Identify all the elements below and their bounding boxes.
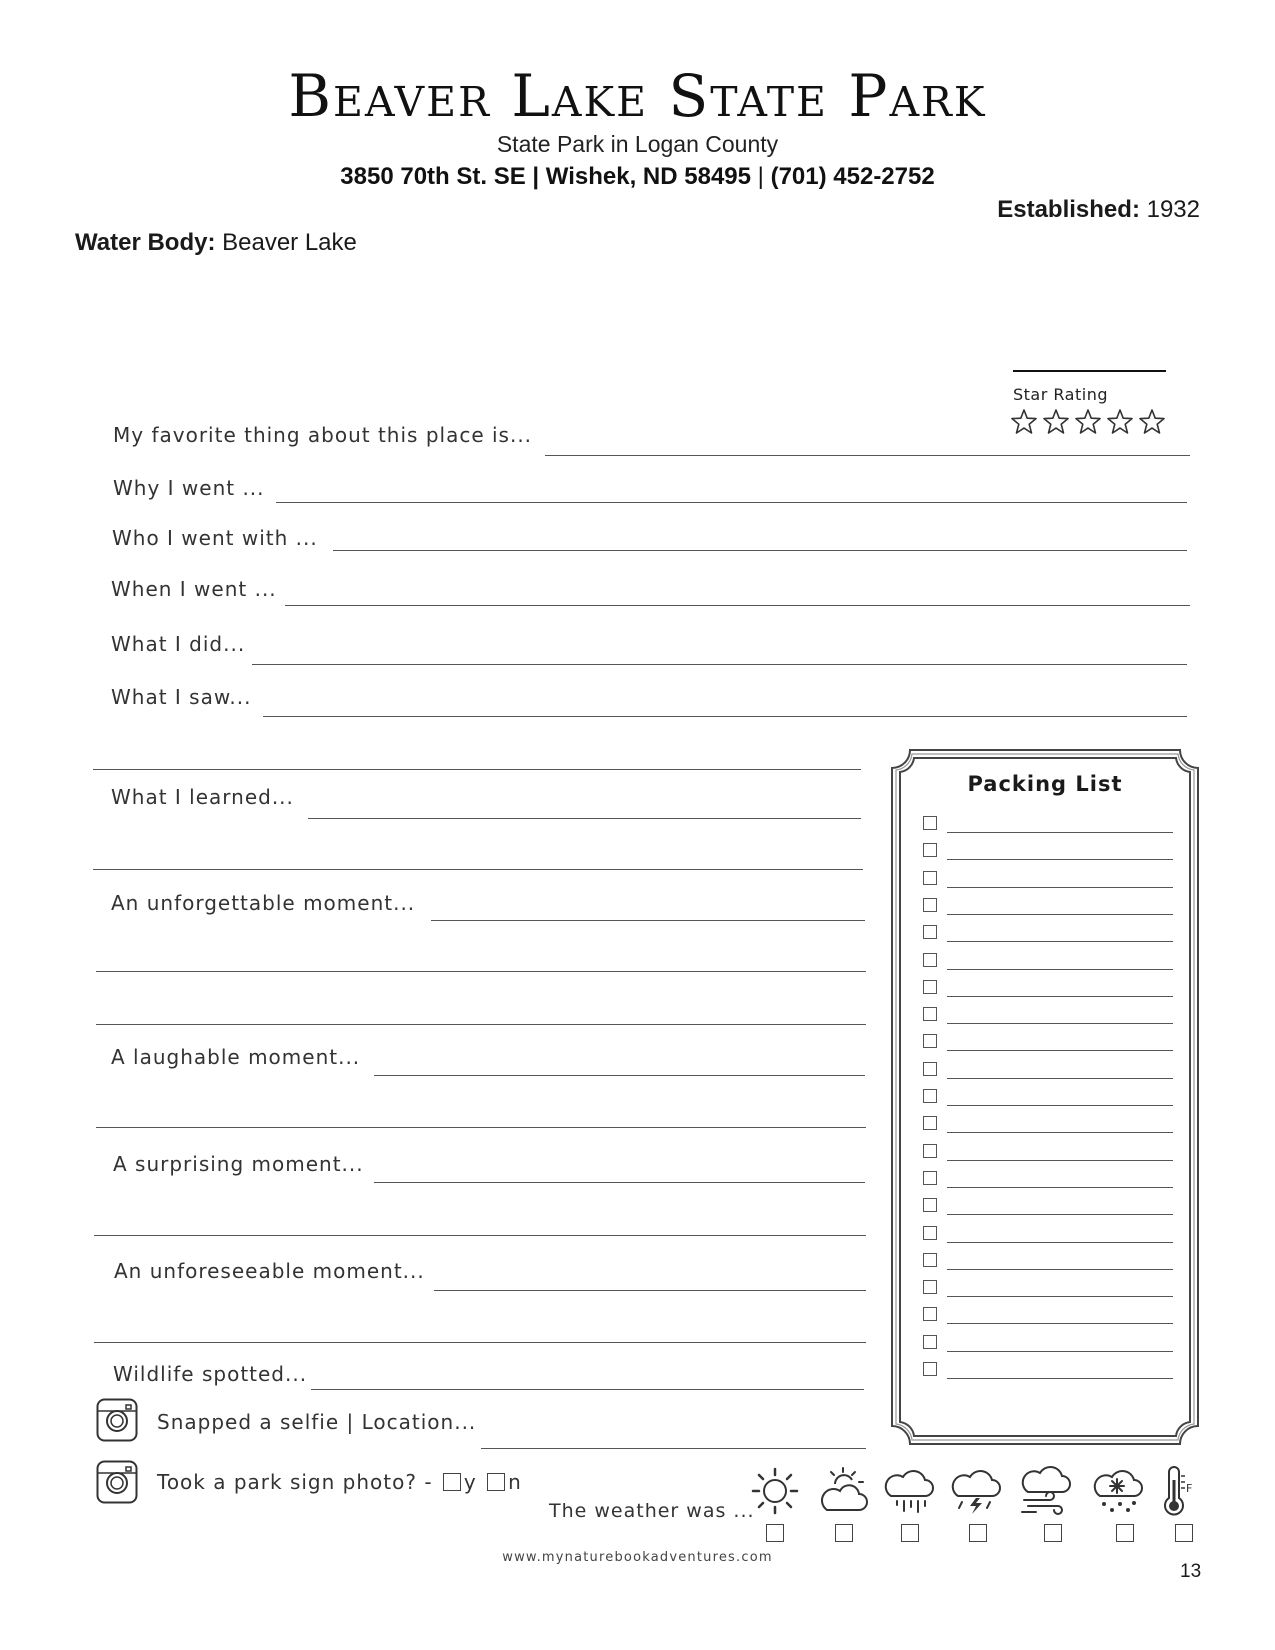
packing-checkbox[interactable] [923, 1307, 937, 1321]
prompt-unforeseeable: An unforeseeable moment... [114, 1259, 425, 1283]
packing-checkbox[interactable] [923, 1007, 937, 1021]
answer-line-favorite[interactable] [545, 455, 1190, 456]
answer-line-unforeseeable-extra[interactable] [94, 1342, 866, 1343]
prompt-learned: What I learned... [111, 785, 294, 809]
star-outline-icon[interactable] [1010, 408, 1038, 436]
packing-item-line[interactable] [947, 887, 1173, 888]
packing-checkbox[interactable] [923, 1335, 937, 1349]
packing-checkbox[interactable] [923, 953, 937, 967]
park-address [0, 163, 1275, 191]
weather-checkbox-rain[interactable] [901, 1524, 919, 1542]
answer-line-why[interactable] [276, 502, 1187, 503]
packing-list-item[interactable] [923, 867, 1173, 891]
answer-line-unforgettable-extra[interactable] [96, 1024, 866, 1025]
prompt-when: When I went ... [111, 577, 277, 601]
prompt-selfie: Snapped a selfie | Location... [157, 1410, 477, 1434]
svg-text:F: F [1186, 1482, 1193, 1495]
rating-underline [1013, 370, 1166, 372]
answer-line-unforgettable[interactable] [431, 920, 865, 921]
water-body [75, 229, 357, 257]
packing-item-line[interactable] [947, 1296, 1173, 1297]
answer-line-selfie-location[interactable] [481, 1448, 866, 1449]
prompt-sign-photo: Took a park sign photo? - [157, 1470, 433, 1494]
packing-list-item[interactable] [923, 1358, 1173, 1382]
prompt-unforgettable: An unforgettable moment... [111, 891, 416, 915]
answer-line-surprising[interactable] [374, 1182, 865, 1183]
packing-checkbox[interactable] [923, 1144, 937, 1158]
star-outline-icon[interactable] [1042, 408, 1070, 436]
packing-item-line[interactable] [947, 1132, 1173, 1133]
packing-list-item[interactable] [923, 1331, 1173, 1355]
packing-list-item[interactable] [923, 1140, 1173, 1164]
packing-checkbox[interactable] [923, 898, 937, 912]
prompt-surprising: A surprising moment... [113, 1152, 364, 1176]
answer-line-unforeseeable[interactable] [434, 1290, 866, 1291]
packing-checkbox[interactable] [923, 1062, 937, 1076]
packing-list-item[interactable] [923, 1112, 1173, 1136]
packing-list-item[interactable] [923, 921, 1173, 945]
weather-checkbox-partly-cloudy[interactable] [835, 1524, 853, 1542]
prompt-saw: What I saw... [111, 685, 252, 709]
prompt-did: What I did... [111, 632, 246, 656]
packing-item-line[interactable] [947, 1242, 1173, 1243]
thermometer-icon [1157, 1466, 1197, 1516]
packing-item-line[interactable] [947, 996, 1173, 997]
packing-list-item[interactable] [923, 839, 1173, 863]
address-city: Wishek, ND 58495 [545, 163, 751, 190]
packing-checkbox[interactable] [923, 925, 937, 939]
packing-item-line[interactable] [947, 1187, 1173, 1188]
prompt-wildlife: Wildlife spotted... [113, 1362, 308, 1386]
answer-line-unforgettable-extra[interactable] [96, 971, 866, 972]
packing-checkbox[interactable] [923, 1089, 937, 1103]
weather-checkbox-snow[interactable] [1116, 1524, 1134, 1542]
packing-checkbox[interactable] [923, 843, 937, 857]
packing-list-item[interactable] [923, 1003, 1173, 1027]
packing-list-item[interactable] [923, 1222, 1173, 1246]
star-rating-label: Star Rating [1013, 385, 1108, 404]
park-sign-question [157, 1470, 522, 1494]
packing-item-line[interactable] [947, 1378, 1173, 1379]
answer-line-laughable-extra[interactable] [96, 1127, 866, 1128]
prompt-weather: The weather was ... [549, 1500, 755, 1522]
packing-list-item[interactable] [923, 1276, 1173, 1300]
windy-icon [1018, 1466, 1072, 1516]
packing-item-line[interactable] [947, 1160, 1173, 1161]
packing-checkbox[interactable] [923, 1171, 937, 1185]
packing-checkbox[interactable] [923, 1280, 937, 1294]
answer-line-who[interactable] [333, 550, 1187, 551]
established-label: Established: [997, 196, 1140, 223]
weather-checkbox-windy[interactable] [1044, 1524, 1062, 1542]
thunderstorm-icon [948, 1466, 1002, 1516]
packing-list-item[interactable] [923, 1303, 1173, 1327]
yes-checkbox[interactable] [443, 1473, 461, 1491]
answer-line-learned[interactable] [308, 818, 861, 819]
packing-list-item[interactable] [923, 976, 1173, 1000]
packing-item-line[interactable] [947, 1105, 1173, 1106]
answer-line-saw[interactable] [263, 716, 1187, 717]
park-subtitle: State Park in Logan County [496, 131, 779, 157]
packing-checkbox[interactable] [923, 871, 937, 885]
address-separator: | [525, 163, 546, 190]
packing-list-item[interactable] [923, 1030, 1173, 1054]
packing-item-line[interactable] [947, 832, 1173, 833]
packing-checkbox[interactable] [923, 1116, 937, 1130]
star-outline-icon[interactable] [1106, 408, 1134, 436]
answer-line-surprising-extra[interactable] [94, 1235, 866, 1236]
weather-checkbox-sunny[interactable] [766, 1524, 784, 1542]
packing-checkbox[interactable] [923, 1034, 937, 1048]
answer-line-laughable[interactable] [374, 1075, 865, 1076]
packing-list-item[interactable] [923, 812, 1173, 836]
footer-url: www.mynaturebookadventures.com [502, 1550, 773, 1565]
answer-line-when[interactable] [285, 605, 1190, 606]
sunny-icon [748, 1466, 802, 1516]
packing-item-line[interactable] [947, 1078, 1173, 1079]
packing-checkbox[interactable] [923, 1362, 937, 1376]
packing-list-item[interactable] [923, 1058, 1173, 1082]
snow-icon [1090, 1466, 1144, 1516]
prompt-laughable: A laughable moment... [111, 1045, 361, 1069]
camera-icon [96, 1460, 138, 1504]
rain-icon [881, 1466, 935, 1516]
packing-list-item[interactable] [923, 1167, 1173, 1191]
water-body-label: Water Body: [75, 229, 216, 256]
park-title: Beaver Lake State Park [288, 62, 987, 130]
no-label: n [508, 1470, 522, 1494]
answer-line-saw-extra[interactable] [93, 769, 861, 770]
answer-line-learned-extra[interactable] [93, 869, 863, 870]
star-rating[interactable] [1010, 408, 1166, 436]
prompt-favorite: My favorite thing about this place is... [113, 423, 533, 447]
partly-cloudy-icon [815, 1466, 869, 1516]
page-number: 13 [1180, 1561, 1202, 1582]
weather-checkbox-temperature[interactable] [1175, 1524, 1193, 1542]
packing-checkbox[interactable] [923, 1226, 937, 1240]
packing-item-line[interactable] [947, 1323, 1173, 1324]
yes-label: y [463, 1470, 477, 1494]
packing-list-item[interactable] [923, 1085, 1173, 1109]
packing-checkbox[interactable] [923, 1253, 937, 1267]
packing-checkbox[interactable] [923, 980, 937, 994]
packing-list-item[interactable] [923, 1249, 1173, 1273]
answer-line-wildlife[interactable] [311, 1389, 864, 1390]
weather-checkbox-thunderstorm[interactable] [969, 1524, 987, 1542]
packing-item-line[interactable] [947, 1214, 1173, 1215]
packing-checkbox[interactable] [923, 816, 937, 830]
packing-item-line[interactable] [947, 1351, 1173, 1352]
established-value: 1932 [1139, 196, 1200, 223]
no-checkbox[interactable] [487, 1473, 505, 1491]
water-body-value: Beaver Lake [215, 229, 357, 256]
address-street: 3850 70th St. SE [340, 163, 526, 190]
packing-item-line[interactable] [947, 1023, 1173, 1024]
packing-checkbox[interactable] [923, 1198, 937, 1212]
packing-item-line[interactable] [947, 1269, 1173, 1270]
prompt-who: Who I went with ... [112, 526, 318, 550]
packing-list-title: Packing List [967, 772, 1123, 796]
camera-icon [96, 1398, 138, 1442]
packing-item-line[interactable] [947, 859, 1173, 860]
packing-item-line[interactable] [947, 1050, 1173, 1051]
packing-item-line[interactable] [947, 941, 1173, 942]
star-outline-icon[interactable] [1138, 408, 1166, 436]
star-outline-icon[interactable] [1074, 408, 1102, 436]
established [997, 196, 1200, 224]
answer-line-did[interactable] [252, 664, 1187, 665]
prompt-why: Why I went ... [113, 476, 265, 500]
packing-item-line[interactable] [947, 969, 1173, 970]
packing-list-item[interactable] [923, 1194, 1173, 1218]
packing-list-item[interactable] [923, 949, 1173, 973]
packing-item-line[interactable] [947, 914, 1173, 915]
packing-list-item[interactable] [923, 894, 1173, 918]
address-separator: | [751, 163, 771, 190]
address-phone: (701) 452-2752 [770, 163, 935, 190]
